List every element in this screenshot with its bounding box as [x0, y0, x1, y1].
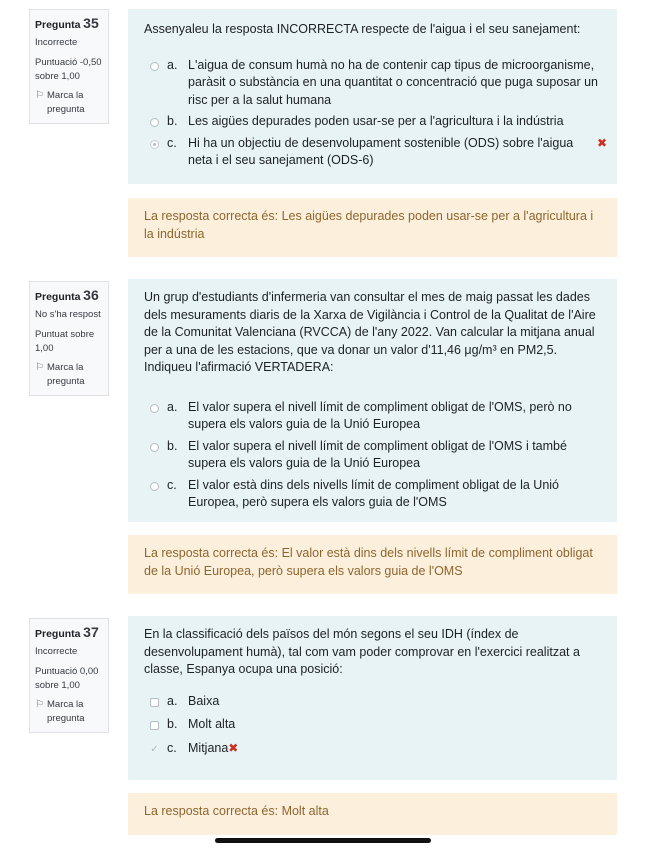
checkbox-checked[interactable]: [150, 745, 159, 754]
answer-option-b[interactable]: [144, 113, 601, 131]
answer-letter: c.: [167, 135, 177, 150]
radio-button-selected[interactable]: [150, 140, 159, 149]
answer-option-c[interactable]: [144, 740, 601, 758]
feedback-text: La resposta correcta és: El valor està dins dels nivells límit de compliment obligat de la Unió Europea, però supera els valors guia de l'OMS: [144, 546, 593, 578]
question-state: Incorrecte: [35, 37, 78, 48]
flag-icon: ⚐: [35, 90, 44, 101]
answer-list: [144, 693, 601, 758]
answer-letter: b.: [167, 114, 178, 128]
flag-label: Marca la pregunta: [47, 699, 85, 724]
question-heading: [35, 625, 103, 642]
question-content: [128, 616, 617, 780]
question-content: [128, 279, 617, 522]
radio-button[interactable]: [150, 443, 159, 452]
answer-text: Baixa: [188, 693, 220, 708]
home-indicator[interactable]: [215, 838, 431, 843]
checkbox[interactable]: [150, 698, 159, 707]
question-grade: Puntuació 0,00 sobre 1,00: [35, 666, 99, 691]
question-content: [128, 9, 617, 184]
flag-icon: ⚐: [35, 699, 44, 710]
answer-letter: a.: [167, 57, 178, 72]
question-label: Pregunta: [35, 291, 81, 303]
question-number: 35: [83, 15, 99, 31]
answer-text: El valor supera el nivell límit de compliment obligat de l'OMS i també supera els valors guia de la Unió Europea: [188, 438, 567, 470]
answer-letter: c.: [167, 477, 177, 492]
radio-button[interactable]: [150, 404, 159, 413]
question-state: No s'ha respost: [35, 309, 101, 320]
flag-label: Marca la pregunta: [47, 362, 85, 387]
answer-text: Mitjana: [188, 740, 229, 755]
feedback-text: La resposta correcta és: Molt alta: [144, 804, 329, 818]
answer-option-c[interactable]: [144, 135, 607, 170]
answer-option-a[interactable]: [144, 57, 601, 110]
flag-question-link[interactable]: [35, 698, 103, 726]
answer-letter: c.: [167, 740, 177, 755]
radio-button[interactable]: [150, 482, 159, 491]
answer-text: L'aigua de consum humà no ha de contenir cap tipus de microorganisme, paràsit o substància en una quantitat o concentració que puga suposar un risc per a la salut humana: [188, 57, 599, 107]
question-label: Pregunta: [35, 19, 81, 31]
answer-letter: a.: [167, 693, 178, 708]
question-heading: [35, 288, 103, 305]
answer-text-wrap: [188, 740, 601, 758]
cross-icon: ✖: [228, 740, 239, 755]
question-label: Pregunta: [35, 628, 81, 640]
correct-answer-feedback: [128, 793, 617, 835]
flag-label: Marca la pregunta: [47, 90, 85, 115]
correct-answer-feedback: [128, 535, 617, 594]
checkbox[interactable]: [150, 721, 159, 730]
answer-option-b[interactable]: [144, 438, 601, 473]
flag-question-link[interactable]: [35, 361, 103, 389]
answer-text: Les aigües depurades poden usar-se per a l'agricultura i la indústria: [188, 114, 564, 128]
answer-text: Hi ha un objectiu de desenvolupament sostenible (ODS) sobre l'aigua neta i el seu sanejament (ODS-6): [188, 135, 574, 167]
cross-icon: ✖: [596, 135, 607, 150]
answer-list: [144, 399, 601, 512]
question-info: [29, 281, 109, 396]
answer-letter: a.: [167, 399, 178, 414]
question-grade: Puntuat sobre 1,00: [35, 329, 95, 354]
answer-text: El valor està dins dels nivells límit de compliment obligat de la Unió Europea, però supera els valors guia de l'OMS: [188, 477, 560, 509]
correct-answer-feedback: [128, 198, 617, 257]
question-info: [29, 9, 109, 124]
question-heading: [35, 16, 103, 33]
question-text: Assenyaleu la resposta INCORRECTA respecte de l'aigua i el seu sanejament:: [144, 22, 581, 36]
answer-letter: b.: [167, 717, 178, 731]
question-text: En la classificació dels països del món segons el seu IDH (índex de desenvolupament humà), tal com vam poder comprovar en l'exercici realitzat a classe, Espanya ocupa una posició:: [144, 627, 580, 676]
answer-option-a[interactable]: [144, 693, 601, 711]
question-grade: Puntuació -0,50 sobre 1,00: [35, 57, 102, 82]
answer-text-wrap: [188, 135, 607, 170]
feedback-text: La resposta correcta és: Les aigües depurades poden usar-se per a l'agricultura i la indústria: [144, 209, 594, 241]
flag-question-link[interactable]: [35, 89, 103, 117]
answer-option-a[interactable]: [144, 399, 601, 434]
answer-text: Molt alta: [188, 717, 236, 731]
answer-list: [144, 57, 607, 170]
flag-icon: ⚐: [35, 362, 44, 373]
radio-button[interactable]: [150, 62, 159, 71]
question-number: 36: [83, 287, 99, 303]
question-number: 37: [83, 624, 99, 640]
answer-option-b[interactable]: [144, 716, 601, 734]
answer-option-c[interactable]: [144, 477, 601, 512]
question-text: Un grup d'estudiants d'infermeria van consultar el mes de maig passat les dades dels mesuraments diaris de la Xarxa de Vigilància i Control de la Qualitat de l'Aire de la Comunitat Valenciana (RVCCA) de l'any 2022. Van calcular la mitjana anual per a una de les estacions, que va donar un valor d'11,46 μg/m³ en PM2,5. Indiqueu l'afirmació VERTADERA:: [144, 290, 596, 374]
answer-letter: b.: [167, 438, 178, 453]
answer-text: El valor supera el nivell límit de compliment obligat de l'OMS, però no supera els valors guia de la Unió Europea: [188, 399, 572, 431]
question-info: [29, 618, 109, 733]
question-state: Incorrecte: [35, 646, 78, 657]
radio-button[interactable]: [150, 118, 159, 127]
checkmark-icon: ✓: [150, 743, 159, 755]
